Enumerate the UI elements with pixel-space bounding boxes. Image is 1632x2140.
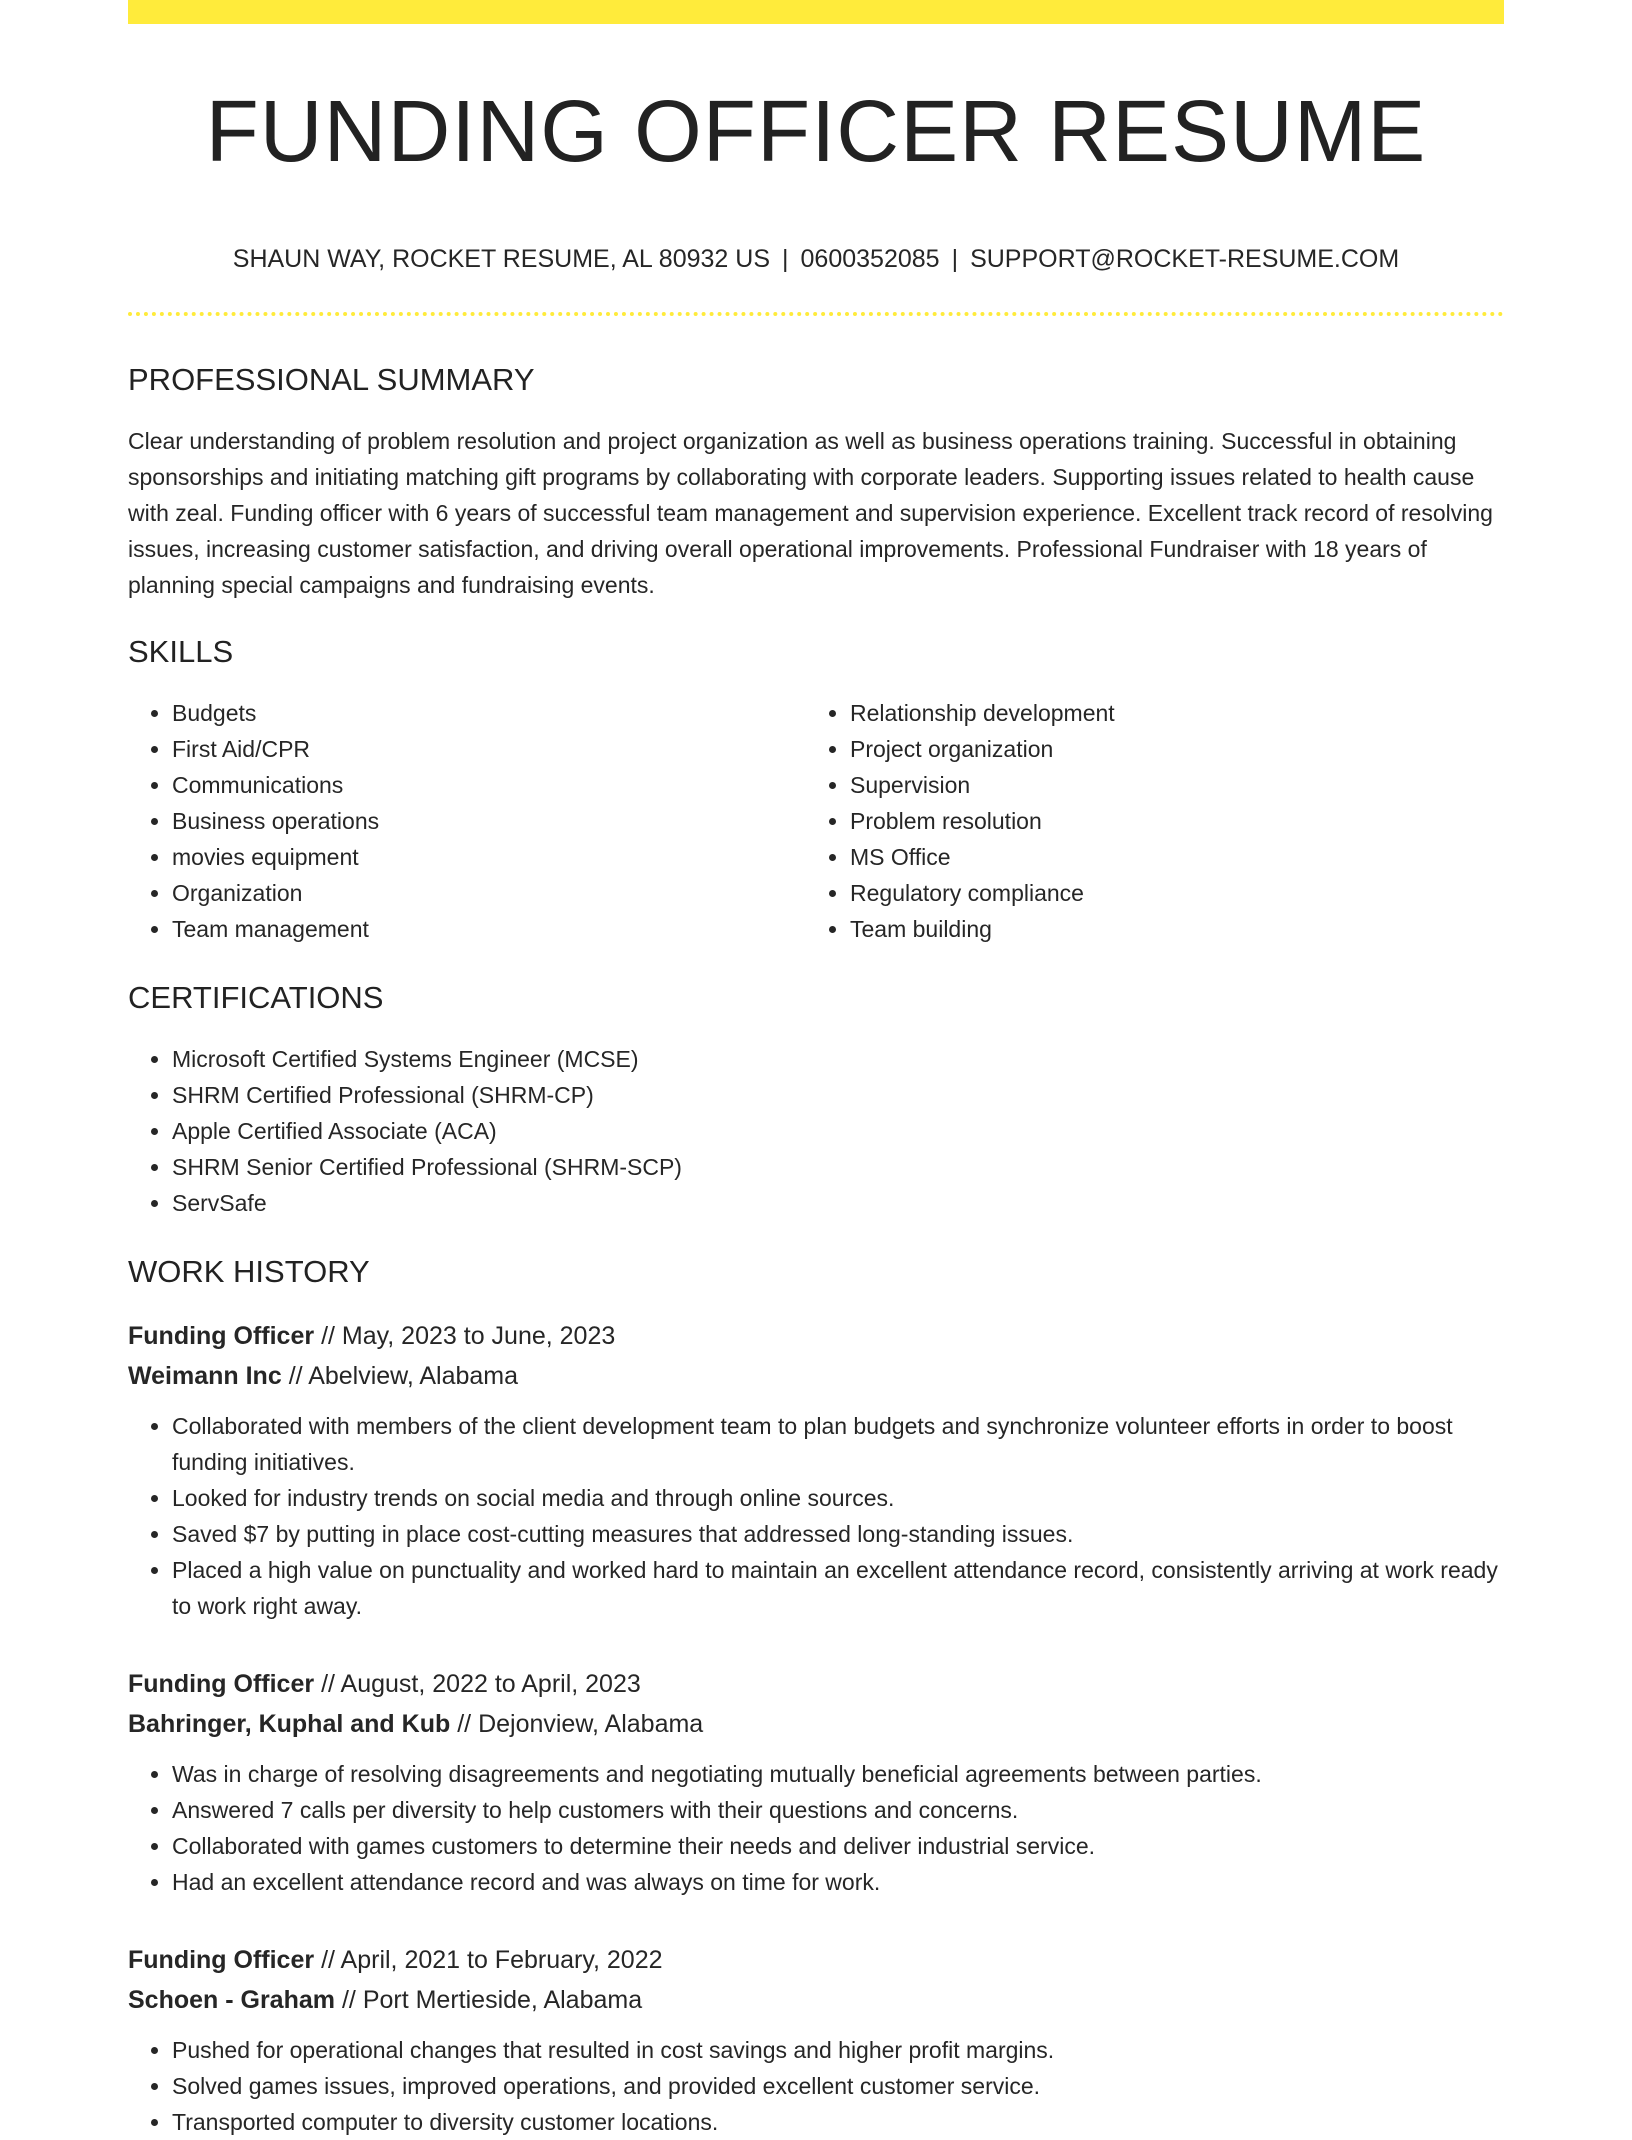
certifications-heading: CERTIFICATIONS — [128, 980, 384, 1016]
job-location: Port Mertieside, Alabama — [362, 1986, 643, 2015]
skill-item: • First Aid/CPR — [172, 731, 806, 767]
job-location: Dejonview, Alabama — [478, 1710, 704, 1739]
skill-item: • MS Office — [850, 839, 1484, 875]
summary-text: Clear understanding of problem resolution and project organization as well as business operations training. Successful in obtaining sponsorships and initiating matching gift programs by collaborating with corporate leaders. Supporting issues related to health cause with zeal. Funding officer with 6 years of successful team management and supervision experience. Excellent track record of resolving issues, increasing customer satisfaction, and driving overall operational improvements. Professional Fundraiser with 18 years of planning special campaigns and fundraising events. — [128, 427, 1493, 598]
skill-item: • Budgets — [172, 695, 806, 731]
job-company-line — [128, 1980, 1504, 2020]
job-company-line — [128, 1356, 1504, 1396]
skill-item: • movies equipment — [172, 839, 806, 875]
job-company-line — [128, 1704, 1504, 1744]
skills-left-column — [128, 695, 806, 947]
job-bullet: • Solved games issues, improved operations, and provided excellent customer service. — [172, 2068, 1504, 2104]
skills-grid — [128, 695, 1504, 947]
job-role-line — [128, 1316, 1504, 1356]
skill-item: • Relationship development — [850, 695, 1484, 731]
certification-item: • ServSafe — [172, 1185, 1504, 1221]
resume-page — [128, 0, 1504, 2140]
summary-heading: PROFESSIONAL SUMMARY — [128, 361, 535, 397]
job-bullet: • Collaborated with games customers to determine their needs and deliver industrial service. — [172, 1828, 1504, 1864]
job-company: Weimann Inc — [128, 1362, 282, 1391]
skills-right-column — [806, 695, 1484, 947]
job-divider: // — [288, 1362, 303, 1391]
contact-address: SHAUN WAY, ROCKET RESUME, AL 80932 US — [232, 244, 771, 273]
skill-item: • Problem resolution — [850, 803, 1484, 839]
job-entry — [128, 1316, 1504, 1624]
contact-line — [128, 244, 1504, 274]
job-divider: // — [321, 1322, 335, 1351]
job-role: Funding Officer — [128, 1946, 315, 1975]
accent-top-bar — [128, 0, 1504, 24]
job-bullets — [128, 1408, 1504, 1624]
certification-item: • SHRM Certified Professional (SHRM-CP) — [172, 1077, 1504, 1113]
skill-item: • Project organization — [850, 731, 1484, 767]
job-bullets — [128, 2032, 1504, 2140]
job-role-line — [128, 1940, 1504, 1980]
skill-item: • Team building — [850, 911, 1484, 947]
skill-item: • Supervision — [850, 767, 1484, 803]
job-divider: // — [457, 1710, 472, 1739]
job-bullet: • Saved $7 by putting in place cost-cutting measures that addressed long-standing issues. — [172, 1516, 1504, 1552]
job-entry — [128, 1664, 1504, 1900]
job-dates: May, 2023 to June, 2023 — [341, 1322, 616, 1351]
certification-item: • SHRM Senior Certified Professional (SHRM-SCP) — [172, 1149, 1504, 1185]
certification-item: • Microsoft Certified Systems Engineer (MCSE) — [172, 1041, 1504, 1077]
job-role: Funding Officer — [128, 1670, 315, 1699]
job-company: Schoen - Graham — [128, 1986, 335, 2015]
skill-item: • Team management — [172, 911, 806, 947]
job-divider: // — [341, 1986, 356, 2015]
contact-email: SUPPORT@ROCKET-RESUME.COM — [970, 244, 1400, 273]
certifications-list — [128, 1041, 1504, 1221]
skills-heading: SKILLS — [128, 633, 234, 669]
resume-title: FUNDING OFFICER RESUME — [205, 83, 1427, 180]
skill-item: • Business operations — [172, 803, 806, 839]
contact-separator: | — [782, 244, 789, 273]
skill-item: • Regulatory compliance — [850, 875, 1484, 911]
job-entry — [128, 1940, 1504, 2140]
job-dates: August, 2022 to April, 2023 — [340, 1670, 641, 1699]
job-dates: April, 2021 to February, 2022 — [340, 1946, 663, 1975]
job-role: Funding Officer — [128, 1322, 315, 1351]
certification-item: • Apple Certified Associate (ACA) — [172, 1113, 1504, 1149]
job-bullet: • Pushed for operational changes that resulted in cost savings and higher profit margins. — [172, 2032, 1504, 2068]
job-bullets — [128, 1756, 1504, 1900]
job-bullet: • Transported computer to diversity customer locations. — [172, 2104, 1504, 2140]
job-company: Bahringer, Kuphal and Kub — [128, 1710, 451, 1739]
skill-item: • Communications — [172, 767, 806, 803]
contact-phone: 0600352085 — [800, 244, 940, 273]
contact-separator: | — [951, 244, 959, 273]
job-divider: // — [321, 1670, 335, 1699]
job-bullet: • Collaborated with members of the client development team to plan budgets and synchronize volunteer efforts in order to boost funding initiatives. — [172, 1408, 1504, 1480]
skill-item: • Organization — [172, 875, 806, 911]
job-location: Abelview, Alabama — [308, 1362, 519, 1391]
dotted-divider — [128, 312, 1504, 316]
job-role-line — [128, 1664, 1504, 1704]
job-bullet: • Placed a high value on punctuality and worked hard to maintain an excellent attendance record, consistently arriving at work ready to work right away. — [172, 1552, 1504, 1624]
job-bullet: • Had an excellent attendance record and was always on time for work. — [172, 1864, 1504, 1900]
job-bullet: • Looked for industry trends on social media and through online sources. — [172, 1480, 1504, 1516]
job-bullet: • Answered 7 calls per diversity to help customers with their questions and concerns. — [172, 1792, 1504, 1828]
work-history-heading: WORK HISTORY — [128, 1254, 370, 1290]
job-bullet: • Was in charge of resolving disagreements and negotiating mutually beneficial agreements between parties. — [172, 1756, 1504, 1792]
job-divider: // — [321, 1946, 335, 1975]
